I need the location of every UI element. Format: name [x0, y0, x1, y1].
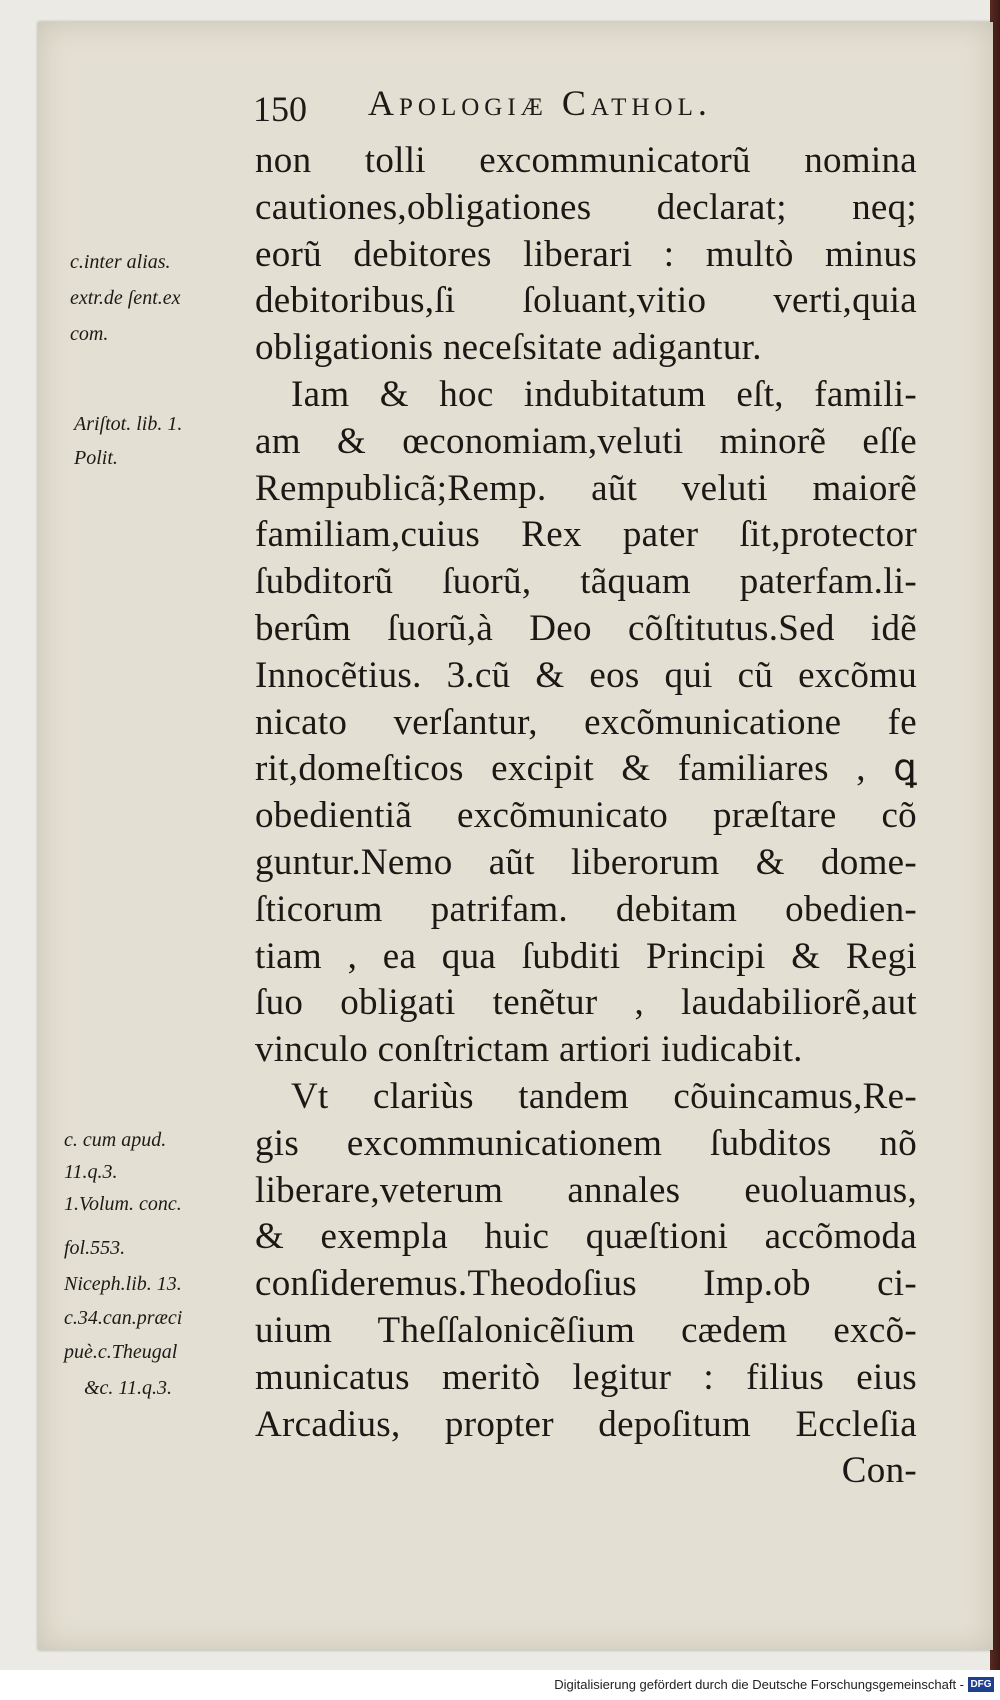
text-line: am & œconomiam,veluti minorẽ eſſe	[255, 420, 917, 462]
margin-note: c.inter alias.	[70, 251, 171, 273]
catchword: Con-	[841, 1450, 917, 1492]
margin-note: Ariſtot. lib. 1.	[74, 413, 183, 435]
running-head: Apologiæ Cathol.	[368, 83, 712, 123]
margin-note: &c. 11.q.3.	[84, 1377, 172, 1399]
margin-note: Polit.	[74, 447, 118, 469]
text-line: & exempla huic quæſtioni accõmoda	[255, 1216, 917, 1258]
margin-note: 11.q.3.	[64, 1161, 118, 1183]
text-line: conſideremus.Theodoſius Imp.ob ci-	[255, 1263, 917, 1305]
text-line: obedientiã excõmunicato præſtare cõ	[255, 795, 917, 837]
text-line: ſubditorũ ſuorũ, tãquam paterfam.li-	[255, 561, 917, 603]
page-number: 150	[253, 89, 307, 129]
text-line: gis excommunicationem ſubditos nõ	[255, 1122, 917, 1164]
text-line: ſticorum patrifam. debitam obedien-	[255, 888, 917, 930]
footer-credit: Digitalisierung gefördert durch die Deutsche Forschungsgemeinschaft -	[554, 1677, 964, 1692]
margin-note: com.	[70, 323, 109, 345]
margin-note: puè.c.Theugal	[64, 1341, 178, 1363]
text-line: debitoribus,ſi ſoluant,vitio verti,quia	[255, 280, 917, 322]
text-line: non tolli excommunicatorũ nomina	[255, 140, 917, 181]
text-line: ſuo obligati tenẽtur , laudabiliorẽ,aut	[255, 982, 917, 1024]
text-line: Innocẽtius. 3.cũ & eos qui cũ excõmu	[255, 654, 917, 696]
text-line: tiam , ea qua ſubditi Principi & Regi	[255, 935, 917, 977]
text-line: Vt clariùs tandem cõuincamus,Re-	[291, 1075, 917, 1117]
margin-note: Niceph.lib. 13.	[64, 1273, 182, 1295]
text-line: berûm ſuorũ,à Deo cõſtitutus.Sed idẽ	[255, 607, 917, 649]
text-line: liberare,veterum annales euoluamus,	[255, 1169, 917, 1211]
margin-note: 1.Volum. conc.	[64, 1193, 182, 1215]
text-line: uium Theſſalonicẽſium cædem excõ-	[255, 1309, 917, 1351]
text-line: eorũ debitores liberari : multò minus	[255, 233, 917, 275]
text-line: Rempublicã;Remp. aũt veluti maiorẽ	[255, 467, 917, 509]
margin-note: fol.553.	[64, 1237, 126, 1259]
text-line: cautiones,obligationes declarat; neq;	[255, 186, 917, 228]
text-line: familiam,cuius Rex pater ſit,protector	[255, 514, 917, 556]
text-line: nicato verſantur, excõmunicatione fe	[255, 701, 917, 743]
text-line: obligationis neceſsitate adigantur.	[255, 327, 762, 369]
margin-note: extr.de ſent.ex	[70, 287, 181, 309]
margin-note: c. cum apud.	[64, 1129, 167, 1151]
body-text	[255, 138, 917, 1495]
text-line: Iam & hoc indubitatum eſt, famili-	[291, 373, 917, 415]
text-line: vinculo conſtrictam artiori iudicabit.	[255, 1029, 803, 1071]
dfg-logo: DFG	[968, 1677, 994, 1692]
text-line: guntur.Nemo aũt liberorum & dome-	[255, 841, 917, 883]
text-line: Arcadius, propter depoſitum Eccleſia	[255, 1403, 917, 1445]
digitization-footer	[0, 1670, 1000, 1700]
text-line: rit,domeſticos excipit & familiares , ꝗ	[255, 748, 917, 790]
text-line: municatus meritò legitur : filius eius	[255, 1356, 917, 1398]
margin-note: c.34.can.præci	[64, 1307, 183, 1329]
